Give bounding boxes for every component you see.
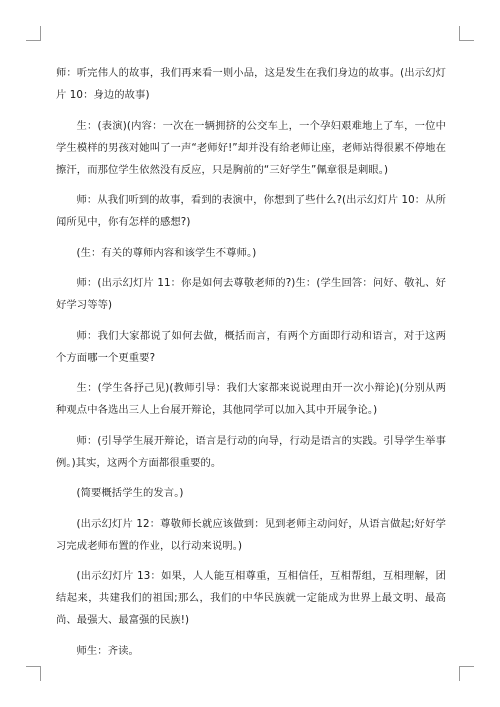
crop-mark-top-right [459,26,474,41]
paragraph: 生：(学生各抒己见)(教师引导：我们大家都来说说理由开一次小辩论)(分别从两种观点中各选出三人上台展开辩论，其他同学可以加入其中开展争论。) [56,382,446,416]
document-body [56,62,446,670]
paragraph: 生：(表演)(内容：一次在一辆拥挤的公交车上，一个孕妇艰难地上了车，一位中学生模样的男孩对她叫了一声“老师好!”却并没有给老师让座，老师站得很累不停地在擦汗，而那位学生依然没有反应，只是胸前的“三好学生”佩章很是刺眼。) [56,119,446,176]
paragraph: (生：有关的尊师内容和该学生不尊师。) [76,246,257,259]
paragraph: (简要概括学生的发言。) [76,487,184,499]
paragraph: 师生：齐读。 [76,644,139,657]
paragraph: 师：从我们听到的故事，看到的表演中，你想到了些什么?(出示幻灯片 10：从所闻所见中，你有怎样的感想?) [56,194,446,228]
paragraph: 师：我们大家都说了如何去做，概括而言，有两个方面即行动和语言，对于这两个方面哪一个更重要? [56,329,446,364]
crop-mark-bottom-right [459,666,474,681]
paragraph: 师：(出示幻灯片 11：你是如何去尊敬老师的?)生：(学生回答：问好、敬礼、好好学习等等) [56,277,446,311]
paragraph: 师：(引导学生展开辩论，语言是行动的向导，行动是语言的实践。引导学生举事例。)其实，这两个方面都很重要的。 [56,434,446,469]
paragraph: 师：听完伟人的故事，我们再来看一则小品，这是发生在我们身边的故事。(出示幻灯片 10：身边的故事) [56,67,446,101]
paragraph: (出示幻灯片 13：如果，人人能互相尊重，互相信任，互相帮组，互相理解，团结起来，共建我们的祖国;那么，我们的中华民族就一定能成为世界上最文明、最高尚、最强大、最富强的民族!) [56,570,446,626]
paragraph: (出示幻灯片 12：尊敬师长就应该做到：见到老师主动问好，从语言做起;好好学习完成老师布置的作业，以行动来说明。) [56,517,446,552]
crop-mark-top-left [26,26,41,41]
crop-mark-bottom-left [26,666,41,681]
